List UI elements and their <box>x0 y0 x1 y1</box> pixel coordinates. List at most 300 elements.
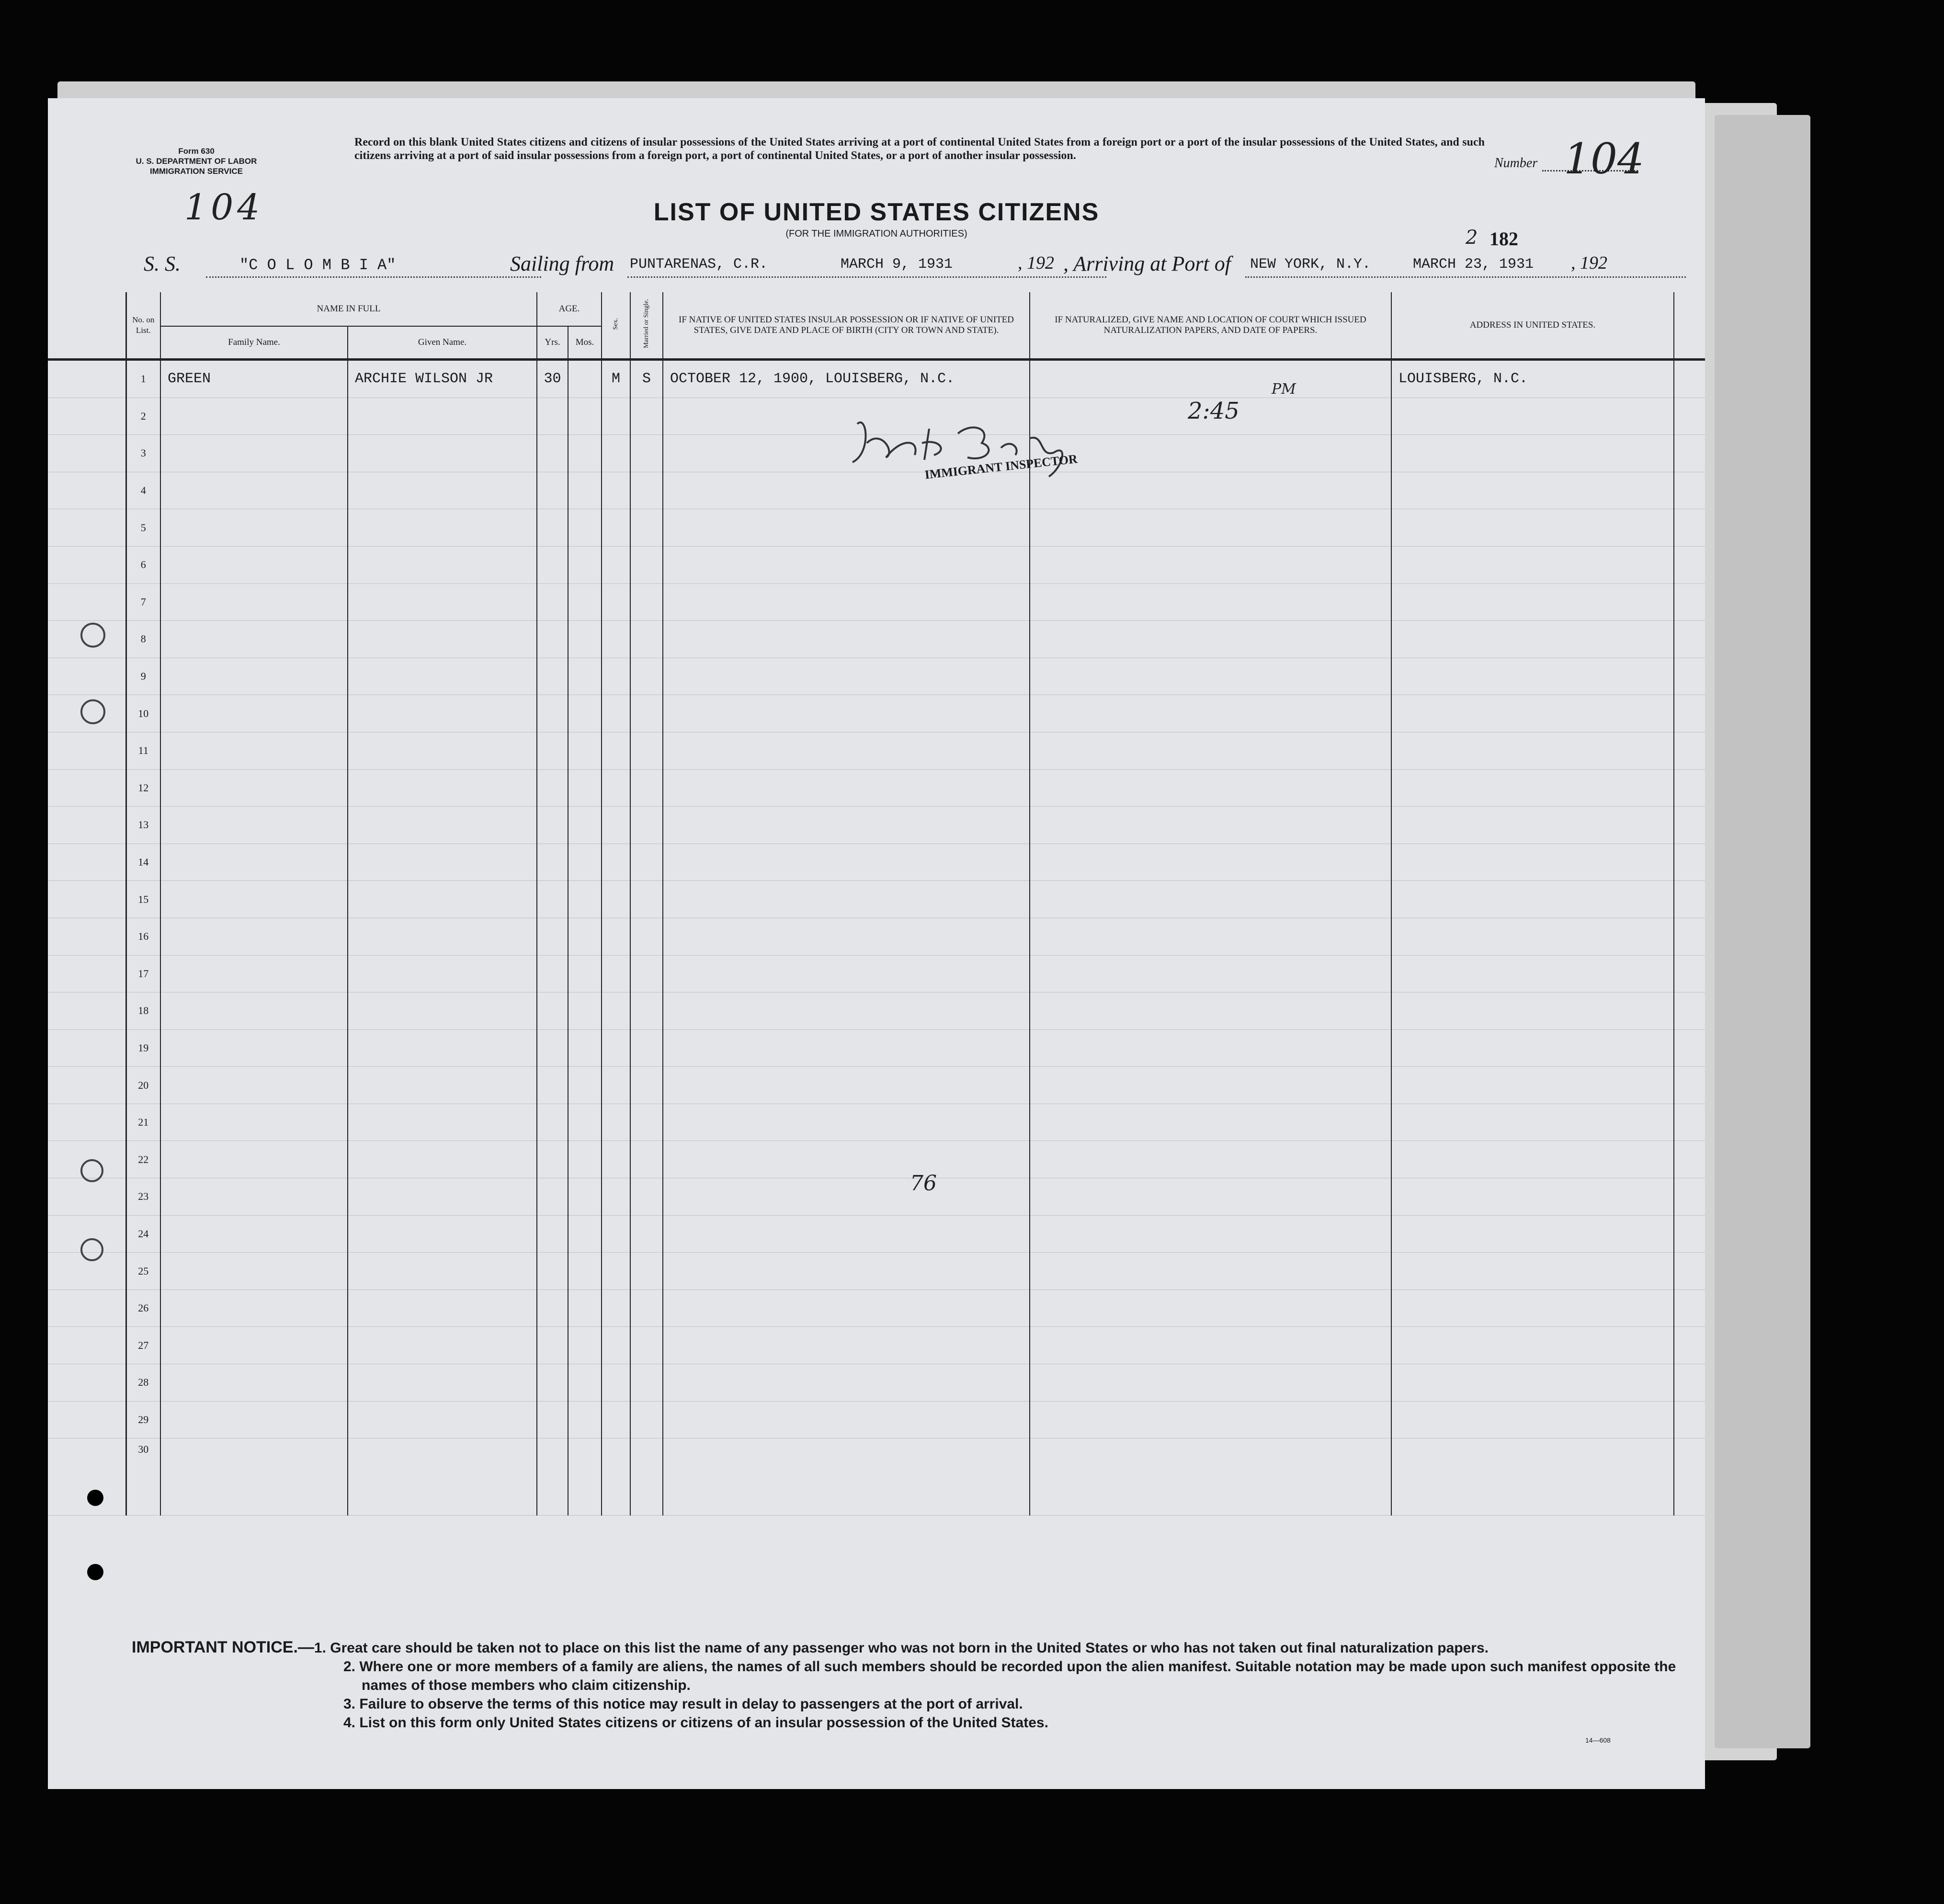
cell-address <box>1391 881 1674 918</box>
row-margin <box>48 1289 126 1327</box>
cell-sex <box>602 992 630 1030</box>
row-margin <box>48 546 126 583</box>
row-right-margin <box>1674 1141 1705 1178</box>
row-margin <box>48 435 126 472</box>
cell-no: 13 <box>126 807 160 844</box>
cell-yrs <box>537 621 568 658</box>
cell-no: 18 <box>126 992 160 1030</box>
cell-birth <box>663 658 1030 695</box>
stamped-number: 182 <box>1489 228 1518 250</box>
cell-mos <box>568 918 602 955</box>
cell-address <box>1391 1104 1674 1141</box>
cell-family <box>160 1104 348 1141</box>
table-row <box>48 918 1705 955</box>
table-row <box>48 1104 1705 1141</box>
cell-naturalized <box>1030 546 1391 583</box>
cell-married <box>630 435 663 472</box>
table-row <box>48 509 1705 547</box>
col-native <box>663 292 1030 360</box>
cell-address <box>1391 1364 1674 1402</box>
cell-married <box>630 695 663 732</box>
cell-given <box>348 1104 537 1141</box>
cell-family <box>160 509 348 547</box>
table-row <box>48 1178 1705 1216</box>
cell-mos <box>568 398 602 435</box>
binder-hole <box>87 1490 103 1506</box>
cell-yrs <box>537 398 568 435</box>
cell-given <box>348 769 537 807</box>
cell-address <box>1391 1327 1674 1364</box>
row-margin <box>48 1401 126 1438</box>
cell-married <box>630 807 663 844</box>
cell-no: 12 <box>126 769 160 807</box>
row-margin <box>48 732 126 769</box>
cell-sex <box>602 1253 630 1290</box>
cell-mos <box>568 881 602 918</box>
col-native-label: IF NATIVE OF UNITED STATES INSULAR POSSESSION OR IF NATIVE OF UNITED STATES, GIVE DATE AND PLACE OF BIRTH (CITY OR TOWN AND STATE). <box>679 315 1014 335</box>
row-right-margin <box>1674 1253 1705 1290</box>
cell-sex <box>602 732 630 769</box>
cell-birth <box>663 1104 1030 1141</box>
cell-naturalized <box>1030 918 1391 955</box>
cell-mos <box>568 992 602 1030</box>
cell-married <box>630 546 663 583</box>
row-right-margin <box>1674 695 1705 732</box>
cell-given <box>348 398 537 435</box>
row-right-margin <box>1674 472 1705 509</box>
cell-given <box>348 1401 537 1438</box>
cell-given <box>348 1438 537 1516</box>
cell-yrs <box>537 1289 568 1327</box>
cell-given <box>348 1141 537 1178</box>
corner-number: 104 <box>184 187 264 228</box>
row-right-margin <box>1674 1104 1705 1141</box>
table-row <box>48 844 1705 881</box>
cell-given <box>348 992 537 1030</box>
row-right-margin <box>1674 769 1705 807</box>
cell-naturalized <box>1030 1289 1391 1327</box>
cell-naturalized <box>1030 1215 1391 1253</box>
col-no <box>126 292 160 360</box>
sail-year-print: , 192 <box>1018 253 1054 273</box>
cell-no: 19 <box>126 1029 160 1067</box>
binder-hole <box>80 1159 103 1182</box>
col-naturalized <box>1030 292 1391 360</box>
cell-mos <box>568 472 602 509</box>
number-label: Number <box>1494 156 1538 171</box>
cell-sex <box>602 807 630 844</box>
col-married <box>630 292 663 360</box>
cell-mos <box>568 435 602 472</box>
cell-no: 25 <box>126 1253 160 1290</box>
ship-name: "C O L O M B I A" <box>239 256 396 274</box>
cell-sex <box>602 435 630 472</box>
cell-no: 30 <box>126 1438 160 1516</box>
ship-dotline <box>206 276 541 278</box>
cell-family <box>160 918 348 955</box>
cell-given <box>348 435 537 472</box>
cell-no: 15 <box>126 881 160 918</box>
cell-family <box>160 546 348 583</box>
cell-family <box>160 1401 348 1438</box>
cell-address <box>1391 807 1674 844</box>
cell-yrs <box>537 1067 568 1104</box>
cell-birth <box>663 1215 1030 1253</box>
table-row <box>48 1438 1705 1516</box>
cell-no: 5 <box>126 509 160 547</box>
department-name: U. S. DEPARTMENT OF LABOR <box>136 157 257 166</box>
row-margin <box>48 360 126 398</box>
cell-naturalized <box>1030 955 1391 992</box>
cell-married <box>630 583 663 621</box>
table-row <box>48 546 1705 583</box>
cell-married <box>630 1289 663 1327</box>
cell-yrs <box>537 1178 568 1216</box>
cell-sex <box>602 1215 630 1253</box>
binder-hole <box>80 699 105 724</box>
row-right-margin <box>1674 360 1705 398</box>
cell-sex <box>602 1327 630 1364</box>
from-port: PUNTARENAS, C.R. <box>630 256 768 273</box>
cell-given <box>348 472 537 509</box>
cell-family: GREEN <box>160 360 348 398</box>
cell-no: 3 <box>126 435 160 472</box>
cell-birth <box>663 1253 1030 1290</box>
cell-mos <box>568 1289 602 1327</box>
cell-birth <box>663 546 1030 583</box>
cell-yrs <box>537 992 568 1030</box>
cell-married <box>630 844 663 881</box>
row-right-margin <box>1674 398 1705 435</box>
cell-address <box>1391 1401 1674 1438</box>
table-row <box>48 583 1705 621</box>
cell-naturalized <box>1030 1364 1391 1402</box>
col-address <box>1391 292 1674 360</box>
row-right-margin <box>1674 1029 1705 1067</box>
cell-family <box>160 955 348 992</box>
cell-married <box>630 621 663 658</box>
cell-address <box>1391 509 1674 547</box>
cell-birth <box>663 1178 1030 1216</box>
cell-yrs <box>537 1141 568 1178</box>
cell-address <box>1391 918 1674 955</box>
table-row <box>48 807 1705 844</box>
cell-birth <box>663 918 1030 955</box>
cell-birth: OCTOBER 12, 1900, LOUISBERG, N.C. <box>663 360 1030 398</box>
table-row <box>48 695 1705 732</box>
cell-address <box>1391 1289 1674 1327</box>
cell-naturalized <box>1030 732 1391 769</box>
cell-yrs <box>537 1029 568 1067</box>
cell-sex <box>602 1029 630 1067</box>
cell-married <box>630 658 663 695</box>
sail-date: MARCH 9, 1931 <box>841 256 953 273</box>
row-right-margin <box>1674 955 1705 992</box>
cell-yrs <box>537 1364 568 1402</box>
cell-yrs <box>537 472 568 509</box>
col-address-label: ADDRESS IN UNITED STATES. <box>1469 320 1596 330</box>
cell-family <box>160 1289 348 1327</box>
cell-naturalized <box>1030 1178 1391 1216</box>
form-number: Form 630 <box>178 147 215 156</box>
cell-sex <box>602 1401 630 1438</box>
row-margin <box>48 769 126 807</box>
arriving-dotline <box>1245 276 1686 278</box>
col-no-label: No. on List. <box>132 315 155 335</box>
row-margin <box>48 881 126 918</box>
cell-yrs <box>537 955 568 992</box>
cell-mos <box>568 844 602 881</box>
cell-family <box>160 435 348 472</box>
cell-no: 16 <box>126 918 160 955</box>
cell-yrs <box>537 844 568 881</box>
cell-address <box>1391 1253 1674 1290</box>
cell-no: 1 <box>126 360 160 398</box>
ss-label: S. S. <box>144 252 181 275</box>
cell-sex <box>602 1289 630 1327</box>
cell-family <box>160 695 348 732</box>
binder-hole <box>87 1564 103 1580</box>
cell-naturalized <box>1030 1401 1391 1438</box>
row-margin <box>48 398 126 435</box>
to-port: NEW YORK, N.Y. <box>1250 256 1371 273</box>
cell-given <box>348 1215 537 1253</box>
row-right-margin <box>1674 509 1705 547</box>
cell-married <box>630 1364 663 1402</box>
cell-married <box>630 769 663 807</box>
row-right-margin <box>1674 546 1705 583</box>
table-row <box>48 1364 1705 1402</box>
notice-item-4: 4. List on this form only United States citizens or citizens of an insular possession of the United States. <box>343 1715 1048 1731</box>
cell-family <box>160 769 348 807</box>
col-yrs: Yrs. <box>537 326 568 360</box>
cell-married <box>630 955 663 992</box>
col-sex <box>602 292 630 360</box>
col-given: Given Name. <box>348 326 537 360</box>
col-mos: Mos. <box>568 326 602 360</box>
cell-mos <box>568 1029 602 1067</box>
cell-family <box>160 1215 348 1253</box>
table-row <box>48 769 1705 807</box>
row-right-margin <box>1674 583 1705 621</box>
page-title: LIST OF UNITED STATES CITIZENS <box>653 198 1100 226</box>
cell-address <box>1391 769 1674 807</box>
arrival-time-suffix: PM <box>1272 381 1296 398</box>
cell-family <box>160 844 348 881</box>
cell-no: 23 <box>126 1178 160 1216</box>
cell-naturalized <box>1030 769 1391 807</box>
cell-no: 24 <box>126 1215 160 1253</box>
cell-sex <box>602 398 630 435</box>
cell-yrs <box>537 1215 568 1253</box>
col-married-label: Married or Single. <box>643 299 650 349</box>
cell-address <box>1391 546 1674 583</box>
cell-address <box>1391 992 1674 1030</box>
cell-birth <box>663 583 1030 621</box>
cell-birth <box>663 1401 1030 1438</box>
cell-married <box>630 1067 663 1104</box>
cell-naturalized <box>1030 509 1391 547</box>
cell-family <box>160 732 348 769</box>
cell-mos <box>568 1104 602 1141</box>
table-row <box>48 1289 1705 1327</box>
col-family: Family Name. <box>160 326 348 360</box>
form-identifier <box>105 146 287 176</box>
cell-birth <box>663 1067 1030 1104</box>
cell-sex <box>602 769 630 807</box>
cell-birth <box>663 1327 1030 1364</box>
cell-birth <box>663 1364 1030 1402</box>
cell-yrs <box>537 509 568 547</box>
cell-address <box>1391 472 1674 509</box>
row-right-margin <box>1674 918 1705 955</box>
row-right-margin <box>1674 807 1705 844</box>
important-notice <box>132 1638 1688 1732</box>
cell-mos <box>568 732 602 769</box>
row-right-margin <box>1674 1178 1705 1216</box>
inspector-stamp: IMMIGRANT INSPECTOR <box>924 452 1079 482</box>
row-right-margin <box>1674 1289 1705 1327</box>
cell-birth <box>663 1029 1030 1067</box>
cell-address <box>1391 398 1674 435</box>
sailing-label: Sailing from <box>510 252 614 275</box>
cell-family <box>160 621 348 658</box>
row-margin <box>48 1067 126 1104</box>
cell-no: 6 <box>126 546 160 583</box>
cell-mos <box>568 1253 602 1290</box>
cell-no: 27 <box>126 1327 160 1364</box>
cell-birth <box>663 509 1030 547</box>
cell-naturalized <box>1030 1253 1391 1290</box>
row-margin <box>48 1327 126 1364</box>
cell-yrs <box>537 1327 568 1364</box>
cell-married <box>630 1438 663 1516</box>
cell-married <box>630 398 663 435</box>
cell-married <box>630 1029 663 1067</box>
cell-family <box>160 881 348 918</box>
row-right-margin <box>1674 435 1705 472</box>
cell-sex <box>602 881 630 918</box>
row-margin <box>48 918 126 955</box>
form-code: 14—608 <box>1585 1736 1611 1744</box>
cell-no: 17 <box>126 955 160 992</box>
cell-given <box>348 546 537 583</box>
cell-married <box>630 1215 663 1253</box>
row-right-margin <box>1674 1401 1705 1438</box>
row-right-margin <box>1674 1438 1705 1516</box>
cell-no: 7 <box>126 583 160 621</box>
cell-sex: M <box>602 360 630 398</box>
row-margin <box>48 583 126 621</box>
table-row <box>48 1401 1705 1438</box>
cell-mos <box>568 1215 602 1253</box>
cell-sex <box>602 583 630 621</box>
cell-mos <box>568 621 602 658</box>
number-value: 104 <box>1564 134 1644 183</box>
cell-birth <box>663 955 1030 992</box>
cell-family <box>160 1067 348 1104</box>
cell-address <box>1391 844 1674 881</box>
row-margin <box>48 509 126 547</box>
table-row <box>48 1141 1705 1178</box>
notice-item-2: 2. Where one or more members of a family are aliens, the names of all such members should be recorded upon the alien manifest. Suitable notation may be made upon such manifest opposite the names of those members who claim citizenship. <box>343 1659 1676 1693</box>
cell-no: 8 <box>126 621 160 658</box>
margin-header <box>48 292 126 360</box>
cell-naturalized <box>1030 1327 1391 1364</box>
cell-address <box>1391 1029 1674 1067</box>
row-margin <box>48 1029 126 1067</box>
header-row-top <box>48 292 1705 326</box>
cell-married <box>630 1253 663 1290</box>
row-right-margin <box>1674 621 1705 658</box>
cell-sex <box>602 472 630 509</box>
cell-sex <box>602 844 630 881</box>
row-margin <box>48 955 126 992</box>
row-margin <box>48 658 126 695</box>
cell-family <box>160 992 348 1030</box>
cell-given <box>348 1067 537 1104</box>
page-mark: 76 <box>910 1171 937 1196</box>
cell-given: ARCHIE WILSON JR <box>348 360 537 398</box>
cell-yrs <box>537 732 568 769</box>
cell-mos <box>568 509 602 547</box>
row-right-margin <box>1674 992 1705 1030</box>
row-right-margin <box>1674 1364 1705 1402</box>
manifest-page <box>48 98 1705 1789</box>
cell-sex <box>602 1438 630 1516</box>
cell-no: 28 <box>126 1364 160 1402</box>
cell-address <box>1391 695 1674 732</box>
cell-married <box>630 732 663 769</box>
cell-mos <box>568 658 602 695</box>
cell-family <box>160 807 348 844</box>
col-naturalized-label: IF NATURALIZED, GIVE NAME AND LOCATION OF COURT WHICH ISSUED NATURALIZATION PAPERS, AND DATE OF PAPERS. <box>1055 315 1366 335</box>
row-right-margin <box>1674 1067 1705 1104</box>
cell-address <box>1391 732 1674 769</box>
cell-yrs <box>537 1401 568 1438</box>
table-row <box>48 658 1705 695</box>
arrival-time: 2:45 <box>1188 398 1239 424</box>
cell-yrs <box>537 658 568 695</box>
notice-lead: IMPORTANT NOTICE.— <box>132 1638 314 1656</box>
notice-item-1-text: 1. Great care should be taken not to place on this list the name of any passenger who was not born in the United States or who has not taken out final naturalization papers. <box>314 1640 1489 1656</box>
table-row <box>48 1215 1705 1253</box>
cell-given <box>348 658 537 695</box>
back-sheet-2 <box>1715 115 1810 1748</box>
cell-married <box>630 918 663 955</box>
arrive-year-print: , 192 <box>1571 253 1607 273</box>
cell-birth <box>663 1289 1030 1327</box>
cell-naturalized <box>1030 807 1391 844</box>
cell-address <box>1391 1438 1674 1516</box>
cell-married <box>630 1178 663 1216</box>
row-margin <box>48 1364 126 1402</box>
cell-family <box>160 658 348 695</box>
sailing-dotline <box>627 276 1106 278</box>
cell-sex <box>602 695 630 732</box>
cell-married <box>630 509 663 547</box>
row-right-margin <box>1674 732 1705 769</box>
arrive-date: MARCH 23, 1931 <box>1413 256 1534 273</box>
cell-no: 10 <box>126 695 160 732</box>
cell-married <box>630 992 663 1030</box>
cell-mos <box>568 1438 602 1516</box>
cell-yrs: 30 <box>537 360 568 398</box>
service-name: IMMIGRATION SERVICE <box>150 167 243 176</box>
cell-naturalized <box>1030 621 1391 658</box>
cell-family <box>160 1029 348 1067</box>
cell-sex <box>602 1178 630 1216</box>
